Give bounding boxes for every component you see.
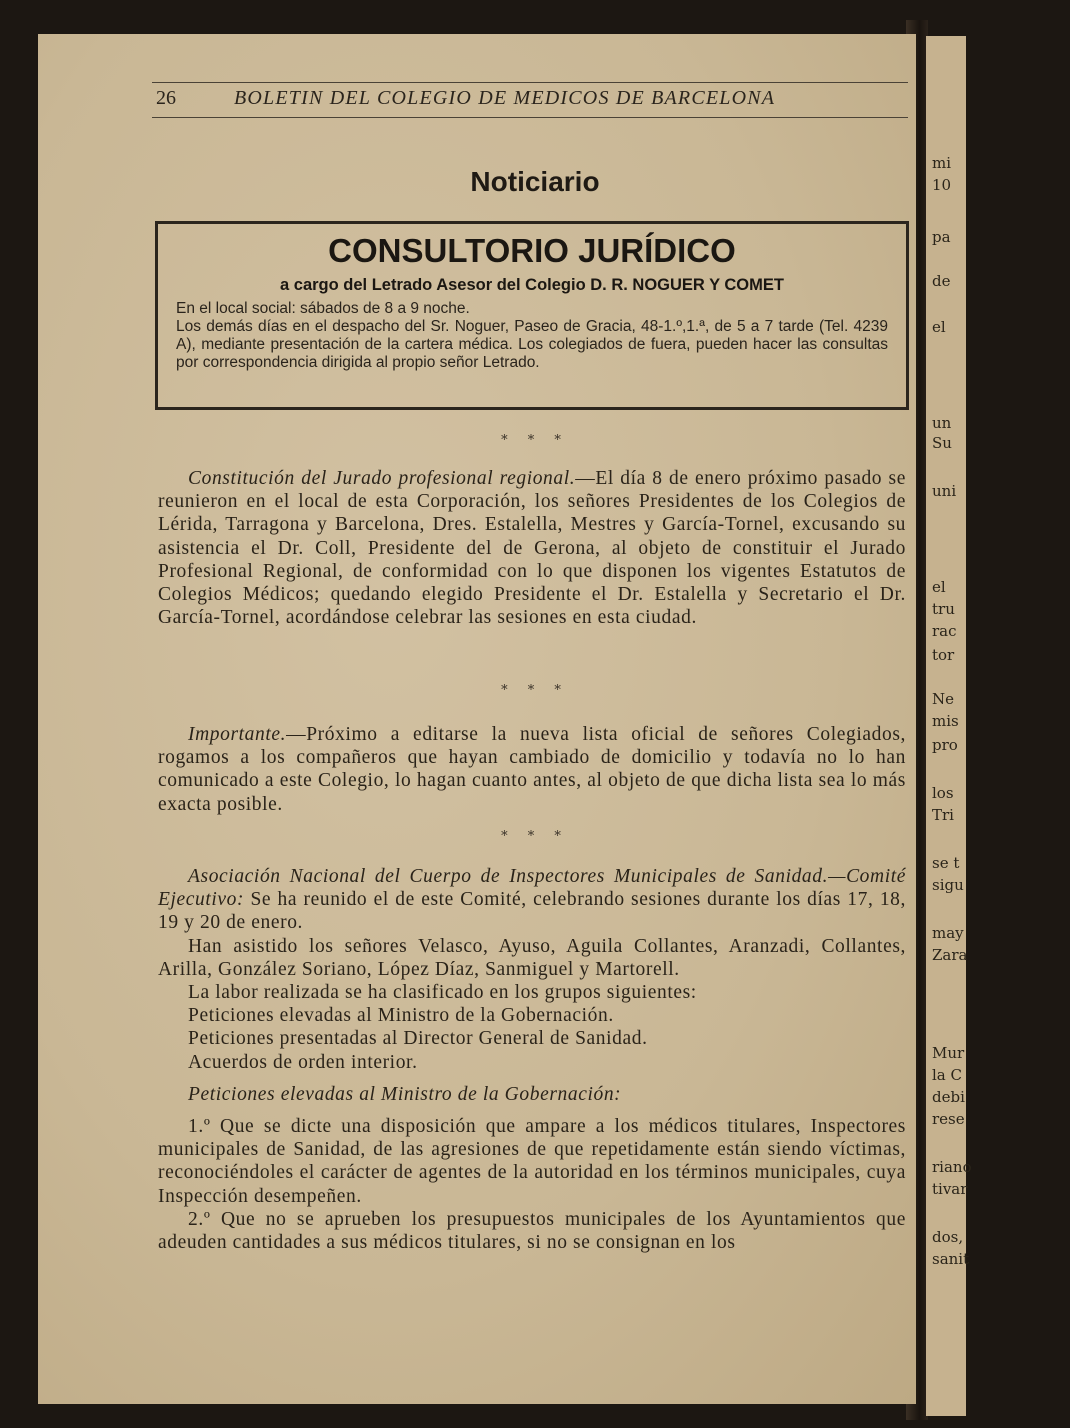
grupo-item: Peticiones presentadas al Director General de Sanidad. <box>188 1028 648 1050</box>
peticiones-heading: Peticiones elevadas al Ministro de la Gobernación: <box>188 1083 622 1105</box>
separator: * * * <box>501 683 569 698</box>
adjacent-fragment: se t <box>932 854 960 872</box>
asociacion-title: Asociación Nacional del Cuerpo de Inspectores Municipales de Sanidad. <box>188 866 829 887</box>
page-number: 26 <box>156 87 176 109</box>
consultorio-line: Los demás días en el despacho del Sr. Noguer, Paseo de Gracia, 48-1.º,1.ª, de 5 a 7 tarde (Tel. 4239 A), mediante presentación de la cartera médica. Los colegiados de fuera, pueden hacer las consultas por correspondencia dirigida al propio señor Letrado. <box>176 318 888 371</box>
importante-paragraph <box>158 723 906 816</box>
adjacent-fragment: mi <box>932 154 952 172</box>
section-title: Noticiario <box>470 166 600 197</box>
adjacent-fragment: uni <box>932 482 957 500</box>
adjacent-page-edge <box>926 36 972 1416</box>
consultorio-line: En el local social: sábados de 8 a 9 noche. <box>176 300 470 317</box>
adjacent-fragment: pa <box>932 228 951 246</box>
adjacent-fragment: Zara <box>932 946 968 964</box>
adjacent-fragment: sigu <box>932 876 964 894</box>
asociacion-section <box>158 865 906 1254</box>
importante-title: Importante. <box>188 724 287 745</box>
peticion-item: 1.º Que se dicte una disposición que ampare a los médicos titulares, Inspectores municipales de Sanidad, de las agresiones de que repetidamente están siendo víctimas, reconociéndoles el carácter de agentes de la autoridad en los términos municipales, cuya Inspección desempeñen. <box>158 1116 906 1207</box>
labor-paragraph: La labor realizada se ha clasificado en los grupos siguientes: <box>188 982 697 1004</box>
adjacent-fragment: un <box>932 414 952 432</box>
adjacent-fragment: mis <box>932 712 959 730</box>
adjacent-fragment: rac <box>932 622 957 640</box>
adjacent-fragment: riano <box>932 1158 972 1176</box>
peticion-item: 2.º Que no se aprueben los presupuestos municipales de los Ayuntamientos que adeuden cantidades a sus médicos titulares, si no se consignan en los <box>158 1208 906 1254</box>
adjacent-fragment: pro <box>932 736 958 754</box>
adjacent-fragment: Mur <box>932 1044 965 1062</box>
asistentes-paragraph: Han asistido los señores Velasco, Ayuso, Aguila Collantes, Aranzadi, Collantes, Arilla, González Soriano, López Díaz, Sanmiguel y Martorell. <box>158 935 906 980</box>
separator: * * * <box>501 433 569 448</box>
adjacent-fragment: los <box>932 784 954 802</box>
adjacent-fragment: Tri <box>932 806 954 824</box>
adjacent-fragment: el <box>932 318 946 336</box>
journal-title: BOLETIN DEL COLEGIO DE MEDICOS DE BARCELONA <box>234 87 776 109</box>
adjacent-fragment: sanit <box>932 1250 970 1268</box>
adjacent-fragment: tor <box>932 646 955 664</box>
jurado-title: Constitución del Jurado profesional regional. <box>188 468 576 489</box>
jurado-text: —El día 8 de enero próximo pasado se reunieron en el local de esta Corporación, los señores Presidentes de los Colegios de Lérida, Tarragona y Barcelona, Dres. Estalella, Mestres y García-Tornel, excusando su asistencia el Dr. Coll, Presidente del de Gerona, al objeto de constituir el Jurado Profesional Regional, de conformidad con lo que disponen los vigentes Estatutos de Colegios Médicos; quedando elegido Presidente el Dr. Estalella y Secretario el Dr. García-Tornel, acordándose celebrar las sesiones en esta ciudad. <box>158 468 906 629</box>
adjacent-fragment: rese <box>932 1110 965 1128</box>
adjacent-fragment: la C <box>932 1066 962 1084</box>
consultorio-subheading: a cargo del Letrado Asesor del Colegio D. R. NOGUER Y COMET <box>280 276 784 294</box>
grupo-item: Peticiones elevadas al Ministro de la Gobernación. <box>188 1005 614 1027</box>
adjacent-fragment: el <box>932 578 946 596</box>
consultorio-body <box>176 300 888 372</box>
adjacent-fragment: dos, <box>932 1228 964 1246</box>
jurado-paragraph <box>158 467 906 629</box>
consultorio-heading: CONSULTORIO JURÍDICO <box>328 232 736 269</box>
grupo-item: Acuerdos de orden interior. <box>188 1051 418 1073</box>
separator: * * * <box>501 829 569 844</box>
adjacent-fragment: Su <box>932 434 952 452</box>
adjacent-fragment: de <box>932 272 951 290</box>
consultorio-box <box>155 221 909 410</box>
importante-text: —Próximo a editarse la nueva lista oficial de señores Colegiados, rogamos a los compañeros que hayan cambiado de domicilio y todavía no lo han comunicado a este Colegio, lo hagan cuanto antes, al objeto de que dicha lista sea lo más exacta posible. <box>158 724 906 815</box>
adjacent-fragment: 10 <box>932 176 952 194</box>
adjacent-fragment: tru <box>932 600 955 618</box>
asociacion-subtitle: —Comité Ejecutivo: <box>158 866 906 911</box>
adjacent-fragment: may <box>932 924 964 942</box>
adjacent-fragment: debi <box>932 1088 965 1106</box>
adjacent-fragment: Ne <box>932 690 955 708</box>
adjacent-fragment: tivar <box>932 1180 968 1198</box>
asociacion-text: Se ha reunido el de este Comité, celebrando sesiones durante los días 17, 18, 19 y 20 de enero. <box>158 889 906 934</box>
running-head <box>152 82 908 118</box>
